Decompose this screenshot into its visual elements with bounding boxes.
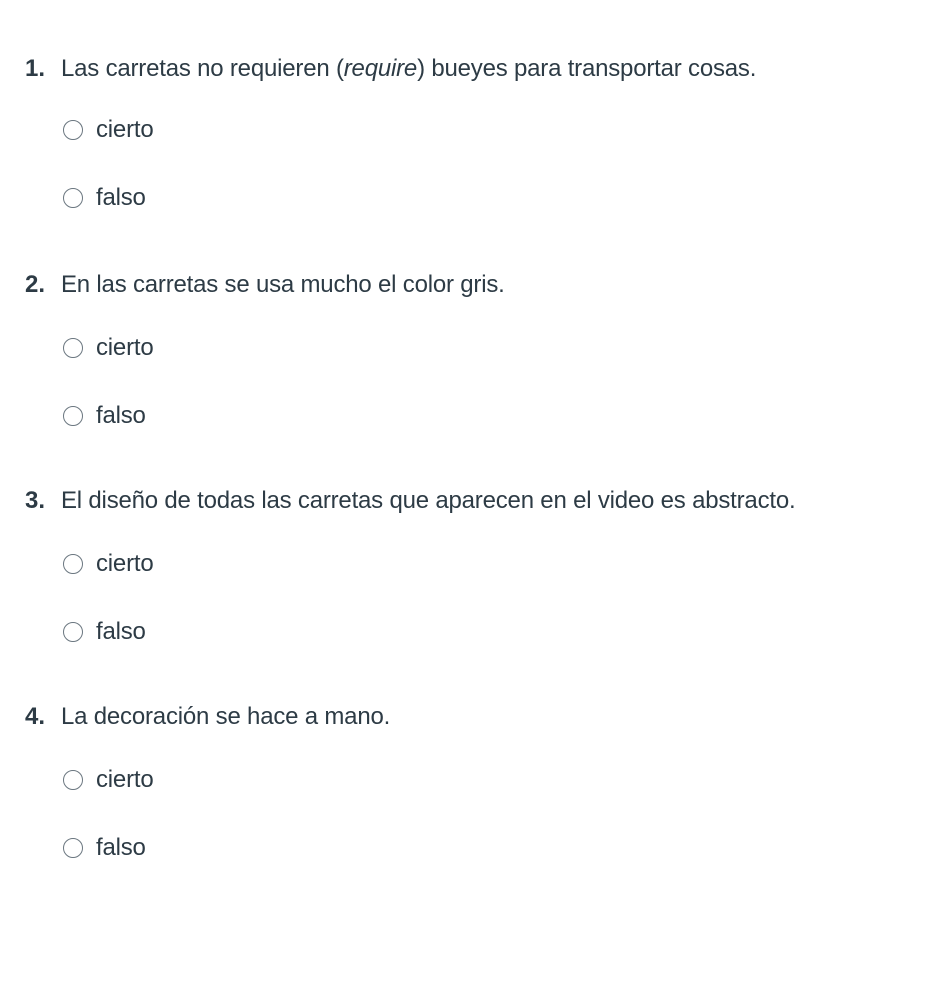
question-number: 4. [25, 703, 46, 730]
option-label: cierto [96, 116, 154, 143]
option-falso[interactable] [63, 832, 146, 864]
question-stem [25, 701, 925, 733]
question-2 [25, 269, 925, 429]
radio-button[interactable] [63, 838, 83, 858]
option-falso[interactable] [63, 616, 146, 648]
option-label: falso [96, 618, 146, 645]
option-label: cierto [96, 334, 154, 361]
radio-button[interactable] [63, 120, 83, 140]
question-text-part: ) bueyes para transportar cosas. [417, 55, 757, 82]
question-text-emphasis: require [343, 55, 418, 82]
question-1 [25, 53, 925, 211]
option-label: cierto [96, 766, 154, 793]
radio-button[interactable] [63, 338, 83, 358]
question-text: La decoración se hace a mano. [61, 703, 391, 730]
radio-button[interactable] [63, 622, 83, 642]
question-number: 3. [25, 487, 46, 514]
option-cierto[interactable] [63, 332, 154, 364]
question-4 [25, 701, 925, 861]
question-text-part: Las carretas no requieren ( [61, 55, 344, 82]
option-falso[interactable] [63, 182, 146, 214]
radio-button[interactable] [63, 554, 83, 574]
radio-button[interactable] [63, 770, 83, 790]
question-number: 2. [25, 271, 46, 298]
radio-button[interactable] [63, 188, 83, 208]
question-3 [25, 485, 925, 645]
radio-button[interactable] [63, 406, 83, 426]
option-label: falso [96, 834, 146, 861]
question-text: El diseño de todas las carretas que aparecen en el video es abstracto. [61, 487, 796, 514]
question-stem [25, 485, 925, 517]
question-stem [25, 53, 925, 85]
option-label: cierto [96, 550, 154, 577]
option-cierto[interactable] [63, 114, 154, 146]
question-stem [25, 269, 925, 301]
question-number: 1. [25, 55, 46, 82]
option-label: falso [96, 402, 146, 429]
option-falso[interactable] [63, 400, 146, 432]
option-cierto[interactable] [63, 764, 154, 796]
question-text [61, 53, 756, 85]
question-text: En las carretas se usa mucho el color gris. [61, 271, 505, 298]
option-label: falso [96, 184, 146, 211]
option-cierto[interactable] [63, 548, 154, 580]
